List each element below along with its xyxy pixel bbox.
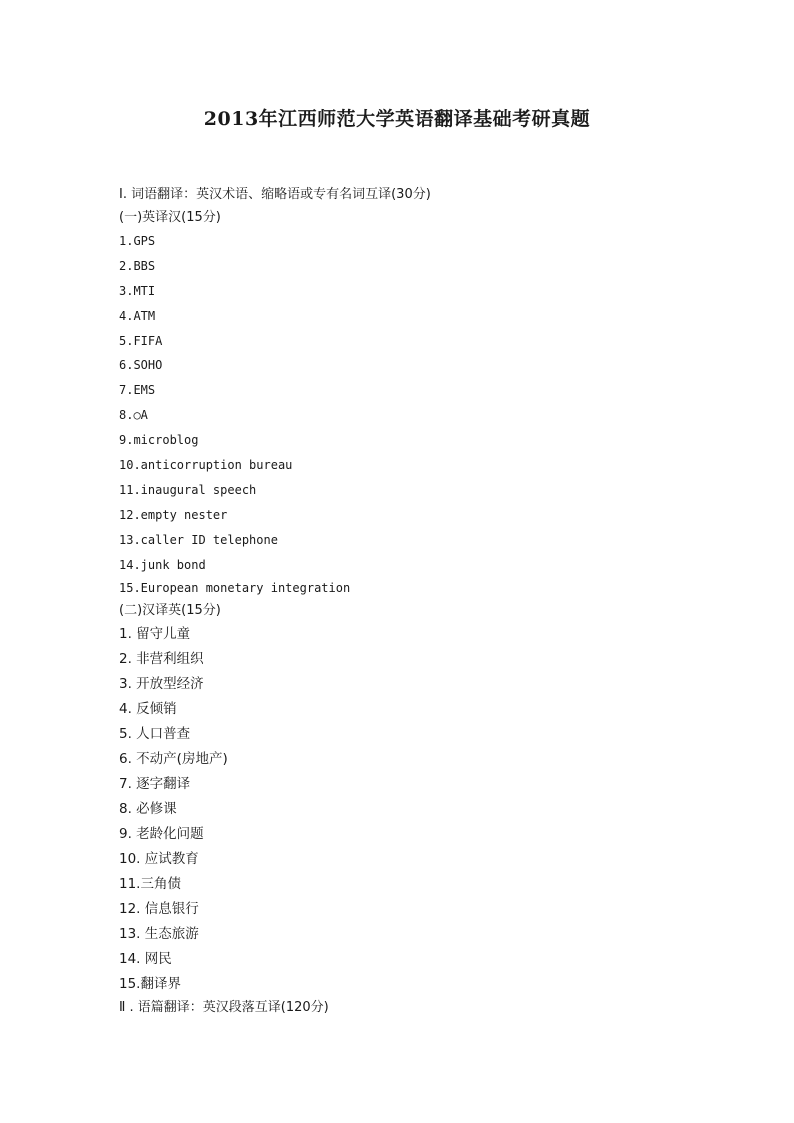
list-item: 9. 老龄化问题 xyxy=(119,826,204,843)
list-item: 4. 反倾销 xyxy=(119,701,177,718)
chinese-term-list xyxy=(119,622,759,997)
list-item: 14. 网民 xyxy=(119,951,172,968)
list-item: 9.microblog xyxy=(119,433,199,448)
part-1-heading: (一)英译汉(15分) xyxy=(119,210,221,225)
list-item: 3. 开放型经济 xyxy=(119,676,204,693)
list-item: 15.翻译界 xyxy=(119,976,181,993)
list-item: 14.junk bond xyxy=(119,557,206,572)
list-item: 2. 非营利组织 xyxy=(119,651,204,668)
list-item: 11.三角债 xyxy=(119,876,181,893)
list-item: 13. 生态旅游 xyxy=(119,926,199,943)
list-item: 6.SOHO xyxy=(119,358,163,373)
list-item: 2.BBS xyxy=(119,258,156,273)
list-item: 3.MTI xyxy=(119,283,156,298)
list-item: 1.GPS xyxy=(119,234,156,248)
page-title: 2013年江西师范大学英语翻译基础考研真题 xyxy=(203,108,591,130)
section-2-heading: Ⅱ . 语篇翻译：英汉段落互译(120分) xyxy=(119,1000,329,1016)
list-item: 8.○A xyxy=(119,408,148,423)
list-item: 6. 不动产(房地产) xyxy=(119,751,228,768)
list-item: 4.ATM xyxy=(119,308,156,323)
exam-content xyxy=(119,183,759,1019)
list-item: 10.anticorruption bureau xyxy=(119,458,293,473)
list-item: 11.inaugural speech xyxy=(119,482,257,497)
part-2-heading: (二)汉译英(15分) xyxy=(119,603,221,619)
list-item: 5. 人口普查 xyxy=(119,726,191,743)
list-item: 7.EMS xyxy=(119,383,156,398)
list-item: 5.FIFA xyxy=(119,333,163,348)
list-item: 12.empty nester xyxy=(119,507,228,522)
list-item: 13.caller ID telephone xyxy=(119,532,278,547)
list-item: 12. 信息银行 xyxy=(119,901,199,918)
list-item: 8. 必修课 xyxy=(119,801,177,818)
english-term-list xyxy=(119,229,759,600)
list-item: 7. 逐字翻译 xyxy=(119,776,191,793)
section-1-heading: I. 词语翻译：英汉术语、缩略语或专有名词互译(30分) xyxy=(119,187,431,202)
list-item: 10. 应试教育 xyxy=(119,851,199,868)
list-item: 1. 留守儿童 xyxy=(119,626,191,643)
list-item: 15.European monetary integration xyxy=(119,581,351,596)
